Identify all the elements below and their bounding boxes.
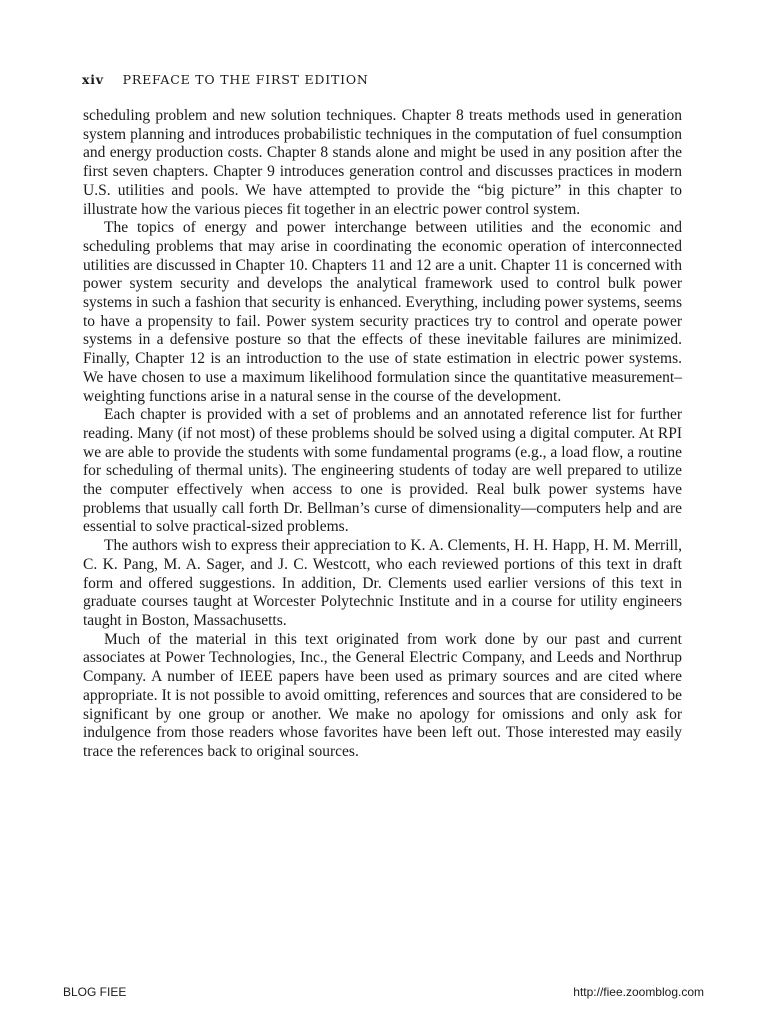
- paragraph-2: The topics of energy and power interchange between utilities and the economic and scheduling problems that may arise in coordinating the economic operation of interconnected utilities are discussed in Chapter 10. Chapters 11 and 12 are a unit. Chapter 11 is concerned with power system security and develops the analytical framework used to control bulk power systems in such a fashion that security is enhanced. Everything, including power systems, seems to have a propensity to fail. Power system security practices try to control and operate power systems in a defensive posture so that the effects of these inevitable failures are minimized. Finally, Chapter 12 is an introduction to the use of state estimation in electric power systems. We have chosen to use a maximum likelihood formulation since the quantitative measurement–weighting functions arise in a natural sense in the course of the development.: [83, 219, 682, 405]
- paragraph-3: Each chapter is provided with a set of problems and an annotated reference list for further reading. Many (if not most) of these problems should be solved using a digital computer. At RPI we are able to provide the students with some fundamental programs (e.g., a load flow, a routine for scheduling of thermal units). The engineering students of today are well prepared to utilize the computer effectively when access to one is provided. Real bulk power systems have problems that usually call forth Dr. Bellman’s curse of dimensionality—computers help and are essential to solve practical-sized problems.: [83, 406, 682, 536]
- footer-url: http://fiee.zoomblog.com: [573, 985, 704, 999]
- running-title: PREFACE TO THE FIRST EDITION: [122, 72, 369, 87]
- paragraph-1: scheduling problem and new solution techniques. Chapter 8 treats methods used in generation system planning and introduces probabilistic techniques in the computation of fuel consumption and energy production costs. Chapter 8 stands alone and might be used in any position after the first seven chapters. Chapter 9 introduces generation control and discusses practices in modern U.S. utilities and pools. We have attempted to provide the “big picture” in this chapter to illustrate how the various pieces fit together in an electric power control system.: [83, 107, 682, 218]
- page-number: xiv: [82, 72, 104, 87]
- body-text: [83, 107, 682, 762]
- footer-blog-name: BLOG FIEE: [63, 985, 127, 999]
- paragraph-5: Much of the material in this text originated from work done by our past and current associates at Power Technologies, Inc., the General Electric Company, and Leeds and Northrup Company. A number of IEEE papers have been used as primary sources and are cited where appropriate. It is not possible to avoid omitting, references and sources that are considered to be significant by one group or another. We make no apology for omissions and only ask for indulgence from those readers whose favorites have been left out. Those interested may easily trace the references back to original sources.: [83, 630, 682, 760]
- paragraph-4: The authors wish to express their appreciation to K. A. Clements, H. H. Happ, H. M. Merrill, C. K. Pang, M. A. Sager, and J. C. Westcott, who each reviewed portions of this text in draft form and offered suggestions. In addition, Dr. Clements used earlier versions of this text in graduate courses taught at Worcester Polytechnic Institute and in a course for utility engineers taught in Boston, Massachusetts.: [83, 537, 682, 629]
- page-header: [82, 72, 369, 87]
